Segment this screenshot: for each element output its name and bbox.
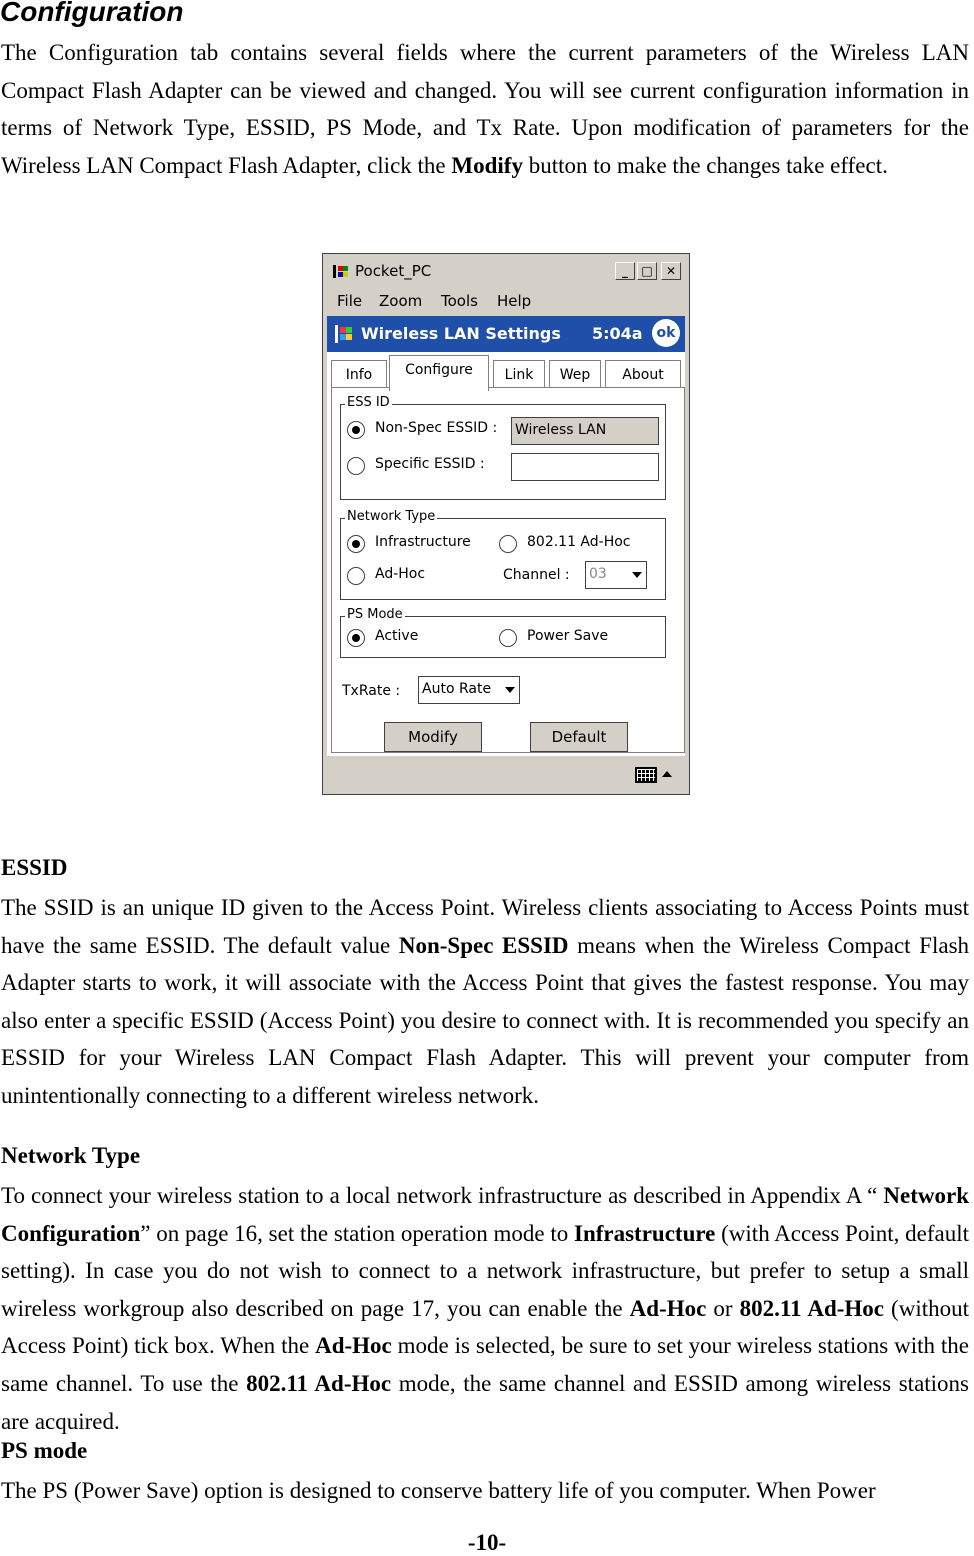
- window-title: Pocket_PC: [355, 262, 432, 280]
- menu-help[interactable]: Help: [497, 292, 532, 310]
- net-text-3: (with Access Point, default setting). In case you do not wish to connect to a network infrastructure, but prefer to setup a small wireless workgroup also described on page 17, you can enable the: [1, 1220, 969, 1321]
- clock[interactable]: 5:04a: [592, 324, 643, 343]
- essid-text-2: means when the Wireless Compact Flash Adapter starts to work, it will associate with the Access Point that gives the fastest response. You may also enter a specific ESSID (Access Point) you desire to connect with. It is recommended you specify an ESSID for your Wireless LAN Compact Flash Adapter. This will prevent your computer from unintentionally connecting to a different wireless network.: [1, 932, 970, 1108]
- net-text-2: ” on page 16, set the station operation mode to: [140, 1220, 574, 1246]
- nonspec-essid-field: Wireless LAN: [511, 417, 659, 445]
- network-type-heading: Network Type: [1, 1143, 141, 1168]
- power-save-radio[interactable]: [499, 629, 517, 647]
- net-bold-5: Ad-Hoc: [315, 1333, 392, 1359]
- menu-file[interactable]: File: [337, 292, 363, 310]
- tab-link[interactable]: Link: [493, 360, 545, 388]
- adhoc-radio[interactable]: [347, 567, 365, 585]
- tab-wep[interactable]: Wep: [549, 360, 601, 388]
- txrate-value: Auto Rate: [422, 681, 492, 697]
- window-titlebar: [325, 256, 687, 286]
- input-menu-arrow-icon[interactable]: [662, 771, 672, 777]
- active-label: Active: [375, 628, 419, 644]
- infrastructure-radio[interactable]: [347, 535, 365, 553]
- tab-info[interactable]: Info: [331, 360, 387, 388]
- intro-text: The Configuration tab contains several fields where the current parameters of the Wireless LAN Compact Flash Adapter can be viewed and changed. You will see current configuration information in terms of Network Type, ESSID, PS Mode, and Tx Rate. Upon modification of parameters for the Wireless LAN Compact Flash Adapter, click the: [1, 40, 969, 178]
- close-button[interactable]: ✕: [661, 262, 681, 280]
- txrate-select[interactable]: [418, 676, 520, 704]
- command-bar: [327, 759, 685, 791]
- ps-mode-label: PS Mode: [347, 607, 403, 622]
- essid-heading: ESSID: [1, 855, 68, 880]
- net-bold-3: Ad-Hoc: [629, 1295, 707, 1321]
- windows-flag-icon: [333, 265, 349, 278]
- ps-mode-heading: PS mode: [1, 1438, 88, 1463]
- adhoc-label: Ad-Hoc: [375, 566, 426, 582]
- tab-configure[interactable]: Configure: [389, 355, 489, 391]
- infrastructure-label: Infrastructure: [375, 534, 471, 550]
- ps-text-1: The PS (Power Save) option is designed to conserve battery life of you computer. When Power: [1, 1478, 876, 1503]
- net-text-6: mode is selected, be sure to set your wireless stations with the same channel. To use the: [1, 1333, 969, 1396]
- network-type-group: [340, 509, 666, 600]
- keyboard-icon[interactable]: [635, 767, 657, 783]
- nonspec-essid-radio[interactable]: [347, 421, 365, 439]
- network-type-label: Network Type: [347, 509, 436, 524]
- app-title: Wireless LAN Settings: [361, 324, 561, 343]
- pocket-pc-window: [322, 253, 690, 795]
- net-bold-6: 802.11 Ad-Hoc: [246, 1370, 392, 1396]
- txrate-label: TxRate :: [342, 683, 401, 699]
- net-text-7: mode, the same channel and ESSID among wireless stations are acquired.: [1, 1370, 970, 1434]
- menu-zoom[interactable]: Zoom: [379, 292, 423, 310]
- default-button[interactable]: Default: [530, 722, 628, 752]
- start-flag-icon[interactable]: [335, 325, 353, 343]
- essid-paragraph: [1, 889, 969, 1115]
- tab-about[interactable]: About: [605, 360, 681, 388]
- essid-group: [340, 395, 666, 500]
- menu-tools[interactable]: Tools: [441, 292, 478, 310]
- maximize-button[interactable]: □: [637, 262, 657, 280]
- settings-content: [327, 352, 685, 756]
- essid-bold-nonspec: Non-Spec ESSID: [398, 932, 569, 958]
- adhoc-80211-label: 802.11 Ad-Hoc: [527, 534, 631, 550]
- minimize-button[interactable]: _: [615, 262, 635, 280]
- net-text-1: To connect your wireless station to a local network infrastructure as described in Appendix A “: [1, 1183, 884, 1208]
- essid-group-label: ESS ID: [347, 395, 390, 410]
- specific-essid-radio[interactable]: [347, 457, 365, 475]
- net-text-4: or: [706, 1295, 740, 1321]
- ps-mode-group: [340, 607, 666, 658]
- modify-button[interactable]: Modify: [384, 722, 482, 752]
- channel-label: Channel :: [503, 567, 570, 583]
- chevron-down-icon: [505, 687, 515, 693]
- power-save-label: Power Save: [527, 628, 609, 644]
- active-radio[interactable]: [347, 629, 365, 647]
- configure-panel: [331, 387, 685, 753]
- nonspec-essid-label: Non-Spec ESSID :: [375, 420, 498, 436]
- adhoc-80211-radio[interactable]: [499, 535, 517, 553]
- intro-text-end: button to make the changes take effect.: [522, 152, 888, 178]
- app-header: [327, 316, 685, 352]
- network-type-paragraph: [1, 1177, 969, 1440]
- section-title: Configuration: [0, 0, 184, 27]
- intro-bold-modify: Modify: [451, 152, 523, 178]
- menu-bar: [325, 288, 687, 314]
- page-number: -10-: [467, 1530, 507, 1555]
- specific-essid-input[interactable]: [511, 453, 659, 481]
- chevron-down-icon: [632, 572, 642, 578]
- ok-button[interactable]: ok: [652, 319, 680, 347]
- specific-essid-label: Specific ESSID :: [375, 456, 485, 472]
- net-bold-1: Network Configuration: [1, 1183, 969, 1246]
- essid-text-1: The SSID is an unique ID given to the Access Point. Wireless clients associating to Access Points must have the same ESSID. The default value: [1, 895, 969, 958]
- net-text-5: (without Access Point) tick box. When the: [1, 1295, 969, 1359]
- channel-value: 03: [589, 566, 607, 582]
- net-bold-2: Infrastructure: [574, 1220, 716, 1246]
- channel-select[interactable]: [585, 561, 647, 589]
- ps-mode-paragraph: [1, 1472, 969, 1510]
- intro-paragraph: [1, 34, 969, 184]
- net-bold-4: 802.11 Ad-Hoc: [739, 1295, 884, 1321]
